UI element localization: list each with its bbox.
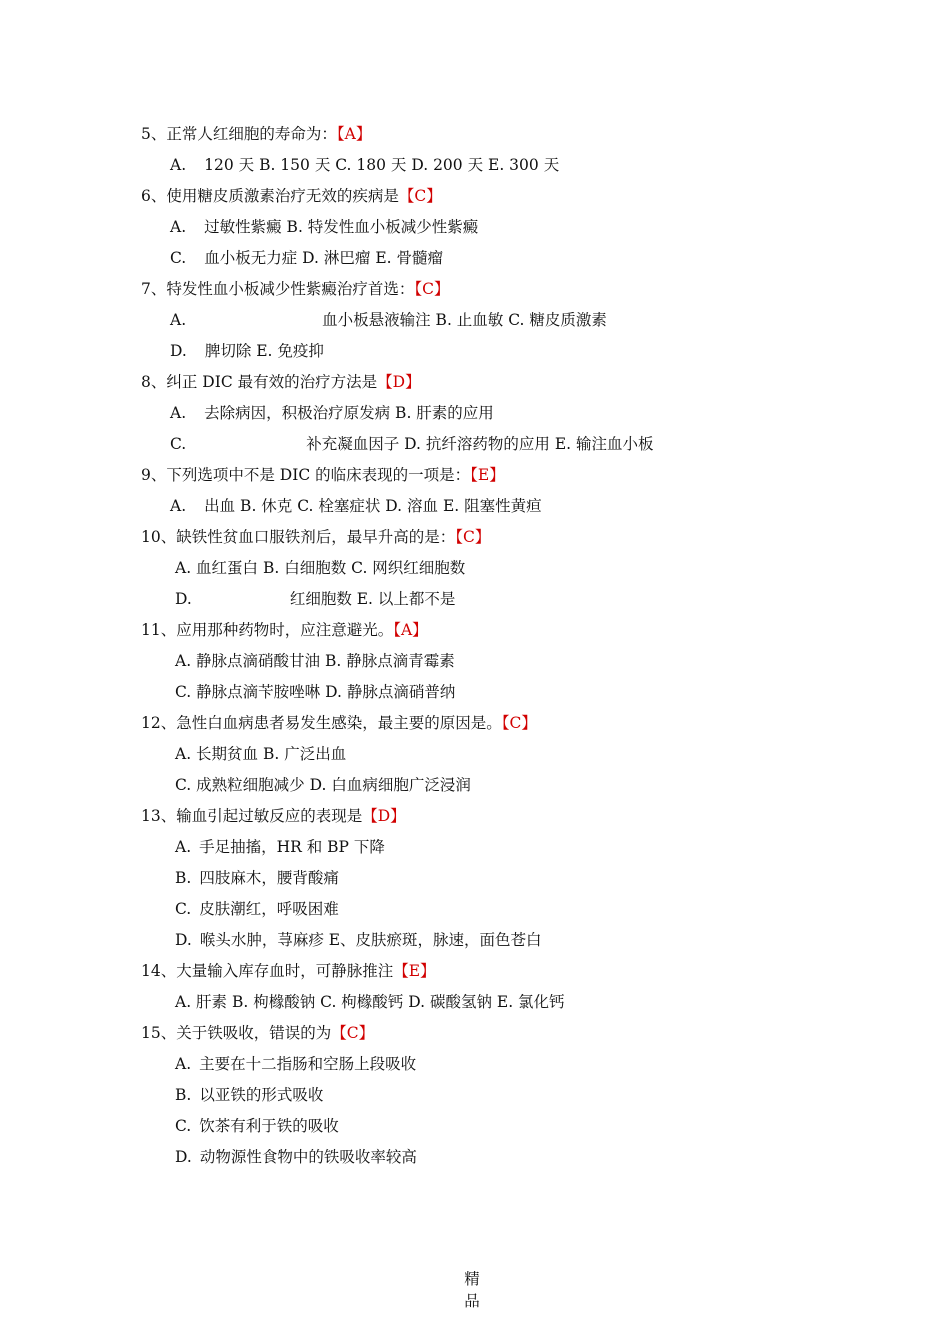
question-7 xyxy=(141,279,450,299)
answer-key: 【C】 xyxy=(414,280,450,298)
question-14 xyxy=(141,961,436,981)
option-line xyxy=(175,1054,416,1074)
option-text: 血小板无力症 D. 淋巴瘤 E. 骨髓瘤 xyxy=(204,249,443,267)
option-label: D. xyxy=(175,1148,192,1166)
question-text: 12、急性白血病患者易发生感染，最主要的原因是。 xyxy=(141,714,502,732)
option-text: 喉头水肿，荨麻疹 E、皮肤瘀斑，脉速，面色苍白 xyxy=(199,931,542,949)
option-text: 主要在十二指肠和空肠上段吸收 xyxy=(199,1055,417,1073)
option-line xyxy=(170,217,478,237)
question-13 xyxy=(141,806,406,826)
option-line xyxy=(175,899,339,919)
option-line xyxy=(175,1116,339,1136)
question-text: 9、下列选项中不是 DIC 的临床表现的一项是： xyxy=(141,466,471,484)
answer-key: 【E】 xyxy=(470,466,505,484)
option-text: C. 成熟粒细胞减少 D. 白血病细胞广泛浸润 xyxy=(175,776,471,794)
option-text: A. 长期贫血 B. 广泛出血 xyxy=(175,745,347,763)
question-5 xyxy=(141,124,371,144)
option-line xyxy=(170,496,542,516)
question-text: 13、输血引起过敏反应的表现是 xyxy=(141,807,363,825)
option-line xyxy=(170,403,494,423)
footer-char: 精 xyxy=(464,1270,480,1288)
option-label: A. xyxy=(175,838,192,856)
option-line xyxy=(175,992,565,1012)
option-text: A. 肝素 B. 枸橼酸钠 C. 枸橼酸钙 D. 碳酸氢钠 E. 氯化钙 xyxy=(175,993,565,1011)
option-line xyxy=(170,248,443,268)
option-label: B. xyxy=(175,1086,192,1104)
question-12 xyxy=(141,713,537,733)
question-text: 10、缺铁性贫血口服铁剂后，最早升高的是： xyxy=(141,528,456,546)
option-label: D. xyxy=(170,342,187,360)
option-line xyxy=(175,775,471,795)
option-text: 过敏性紫癜 B. 特发性血小板减少性紫癜 xyxy=(204,218,479,236)
question-15 xyxy=(141,1023,374,1043)
answer-key: 【C】 xyxy=(331,1024,375,1042)
option-line xyxy=(175,744,346,764)
option-line xyxy=(175,868,339,888)
answer-key: 【D】 xyxy=(362,807,406,825)
option-text: 饮茶有利于铁的吸收 xyxy=(199,1117,339,1135)
answer-key: 【A】 xyxy=(336,125,372,143)
option-line xyxy=(175,1147,417,1167)
footer-char: 品 xyxy=(464,1292,480,1310)
answer-key: 【C】 xyxy=(398,187,442,205)
option-text: 动物源性食物中的铁吸收率较高 xyxy=(199,1148,417,1166)
option-label: D. xyxy=(175,590,192,608)
answer-key: 【C】 xyxy=(501,714,537,732)
option-line xyxy=(170,434,654,454)
question-text: 5、正常人红细胞的寿命为： xyxy=(141,125,337,143)
question-6 xyxy=(141,186,442,206)
option-line xyxy=(175,1085,323,1105)
question-text: 6、使用糖皮质激素治疗无效的疾病是 xyxy=(141,187,399,205)
option-line xyxy=(170,155,559,175)
option-label: A. xyxy=(175,1055,192,1073)
option-text: 血小板悬液输注 B. 止血敏 C. 糖皮质激素 xyxy=(322,311,607,329)
option-label: C. xyxy=(175,1117,192,1135)
option-label: C. xyxy=(170,435,187,453)
answer-key: 【C】 xyxy=(455,528,491,546)
option-label: B. xyxy=(175,869,192,887)
option-line xyxy=(175,589,455,609)
question-11 xyxy=(141,620,428,640)
option-text: 红细胞数 E. 以上都不是 xyxy=(289,590,456,608)
option-line xyxy=(170,341,324,361)
option-label: C. xyxy=(175,900,192,918)
option-text: 120 天 B. 150 天 C. 180 天 D. 200 天 E. 300 天 xyxy=(204,156,560,174)
option-line xyxy=(175,837,385,857)
option-label: A. xyxy=(170,311,187,329)
option-text: 手足抽搐，HR 和 BP 下降 xyxy=(199,838,385,856)
answer-key: 【E】 xyxy=(393,962,436,980)
option-line xyxy=(175,651,455,671)
question-8 xyxy=(141,372,421,392)
option-text: 皮肤潮红，呼吸困难 xyxy=(199,900,339,918)
option-text: 四肢麻木，腰背酸痛 xyxy=(199,869,339,887)
option-line xyxy=(170,310,607,330)
option-text: A. 血红蛋白 B. 白细胞数 C. 网织红细胞数 xyxy=(175,559,466,577)
question-text: 7、特发性血小板减少性紫癜治疗首选： xyxy=(141,280,415,298)
option-text: 补充凝血因子 D. 抗纤溶药物的应用 E. 输注血小板 xyxy=(306,435,654,453)
question-text: 8、纠正 DIC 最有效的治疗方法是 xyxy=(141,373,378,391)
option-text: C. 静脉点滴苄胺唑啉 D. 静脉点滴硝普纳 xyxy=(175,683,456,701)
option-text: 脾切除 E. 免疫抑 xyxy=(204,342,324,360)
page-footer xyxy=(462,1268,482,1312)
question-text: 11、应用那种药物时，应注意避光。 xyxy=(141,621,394,639)
option-text: 去除病因，积极治疗原发病 B. 肝素的应用 xyxy=(204,404,494,422)
question-text: 15、关于铁吸收，错误的为 xyxy=(141,1024,332,1042)
option-line xyxy=(175,930,542,950)
answer-key: 【D】 xyxy=(377,373,421,391)
option-line xyxy=(175,682,455,702)
option-text: A. 静脉点滴硝酸甘油 B. 静脉点滴青霉素 xyxy=(175,652,455,670)
option-text: 出血 B. 休克 C. 栓塞症状 D. 溶血 E. 阻塞性黄疸 xyxy=(204,497,542,515)
answer-key: 【A】 xyxy=(393,621,428,639)
question-10 xyxy=(141,527,490,547)
option-label: A. xyxy=(170,156,187,174)
question-text: 14、大量输入库存血时，可静脉推注 xyxy=(141,962,394,980)
question-9 xyxy=(141,465,505,485)
option-label: A. xyxy=(170,404,187,422)
option-text: 以亚铁的形式吸收 xyxy=(199,1086,324,1104)
option-label: A. xyxy=(170,218,187,236)
option-label: A. xyxy=(170,497,187,515)
option-line xyxy=(175,558,465,578)
option-label: C. xyxy=(170,249,187,267)
option-label: D. xyxy=(175,931,192,949)
